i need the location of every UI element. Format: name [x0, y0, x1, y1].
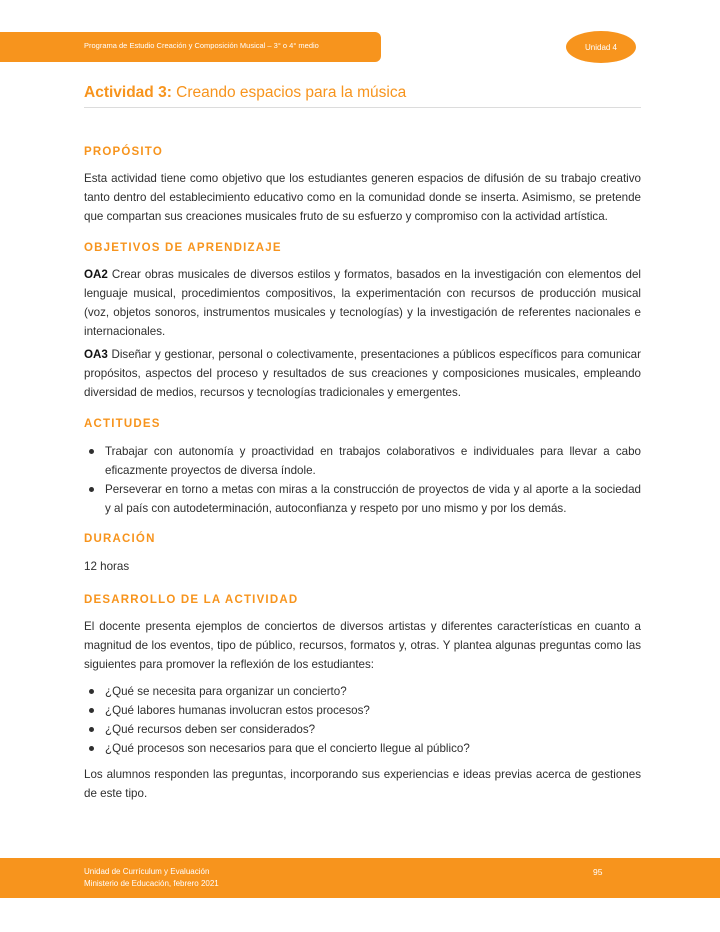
list-item: Trabajar con autonomía y proactividad en trabajos colaborativos e individuales para llevar a cabo eficazmente proyectos de diversa índole. [84, 442, 641, 480]
unit-badge: Unidad 4 [566, 31, 636, 63]
objective-code: OA3 [84, 348, 108, 361]
proposito-heading: PROPÓSITO [84, 146, 163, 158]
activity-name: Creando espacios para la música [176, 84, 407, 101]
footer-department: Unidad de Currículum y Evaluación [84, 867, 210, 876]
questions-list [84, 682, 641, 758]
objective-oa3 [84, 345, 641, 402]
header-bar [0, 32, 381, 62]
actitudes-heading: ACTITUDES [84, 418, 161, 430]
objective-code: OA2 [84, 268, 108, 281]
list-item: ¿Qué labores humanas involucran estos procesos? [84, 701, 641, 720]
list-item: Perseverar en torno a metas con miras a la construcción de proyectos de vida y al aporte a la sociedad y al país con autodeterminación, autoconfianza y respeto por uno mismo y por los demás. [84, 480, 641, 518]
objective-text: Crear obras musicales de diversos estilos y formatos, basados en la investigación con elementos del lenguaje musical, procedimientos compositivos, la experimentación con recursos de producción musical (voz, objetos sonoros, instrumentos musicales y tecnologías) y la investigación de referentes nacionales e internacionales. [84, 268, 641, 338]
bullet-icon [89, 727, 94, 732]
bullet-icon [89, 689, 94, 694]
page-number: 95 [593, 867, 603, 877]
footer-bar [0, 858, 720, 898]
objective-oa2 [84, 265, 641, 341]
list-item: ¿Qué se necesita para organizar un concierto? [84, 682, 641, 701]
duracion-heading: DURACIÓN [84, 533, 156, 545]
bullet-icon [89, 746, 94, 751]
objective-text: Diseñar y gestionar, personal o colectivamente, presentaciones a públicos específicos para comunicar propósitos, aspectos del proceso y resultados de sus creaciones y composiciones musicales, empleando diversidad de medios, recursos y tecnologías tradicionales y emergentes. [84, 348, 641, 399]
activity-label: Actividad 3: [84, 84, 172, 101]
desarrollo-heading: DESARROLLO DE LA ACTIVIDAD [84, 594, 299, 606]
bullet-icon [89, 487, 94, 492]
objetivos-heading: OBJETIVOS DE APRENDIZAJE [84, 242, 282, 254]
title-divider [84, 107, 641, 108]
bullet-icon [89, 449, 94, 454]
list-item: ¿Qué procesos son necesarios para que el concierto llegue al público? [84, 739, 641, 758]
activity-title [84, 84, 641, 102]
desarrollo-closing: Los alumnos responden las preguntas, incorporando sus experiencias e ideas previas acerca de gestiones de este tipo. [84, 768, 641, 800]
duracion-text: 12 horas [84, 560, 130, 573]
footer-ministry: Ministerio de Educación, febrero 2021 [84, 879, 219, 888]
desarrollo-intro: El docente presenta ejemplos de conciertos de diversos artistas y diferentes características en cuanto a magnitud de los eventos, tipo de público, recursos, formatos y, otras. Y plantea algunas preguntas como las siguientes para promover la reflexión de los estudiantes: [84, 620, 641, 671]
actitudes-list [84, 442, 641, 518]
proposito-text: Esta actividad tiene como objetivo que los estudiantes generen espacios de difusión de su trabajo creativo tanto dentro del establecimiento educativo como en la comunidad donde se inserta. Asimismo, se pretende que compartan sus creaciones musicales fruto de su esfuerzo y compromiso con la actividad artística. [84, 172, 641, 223]
list-item: ¿Qué recursos deben ser considerados? [84, 720, 641, 739]
bullet-icon [89, 708, 94, 713]
program-title: Programa de Estudio Creación y Composición Musical – 3° o 4° medio [84, 41, 319, 50]
